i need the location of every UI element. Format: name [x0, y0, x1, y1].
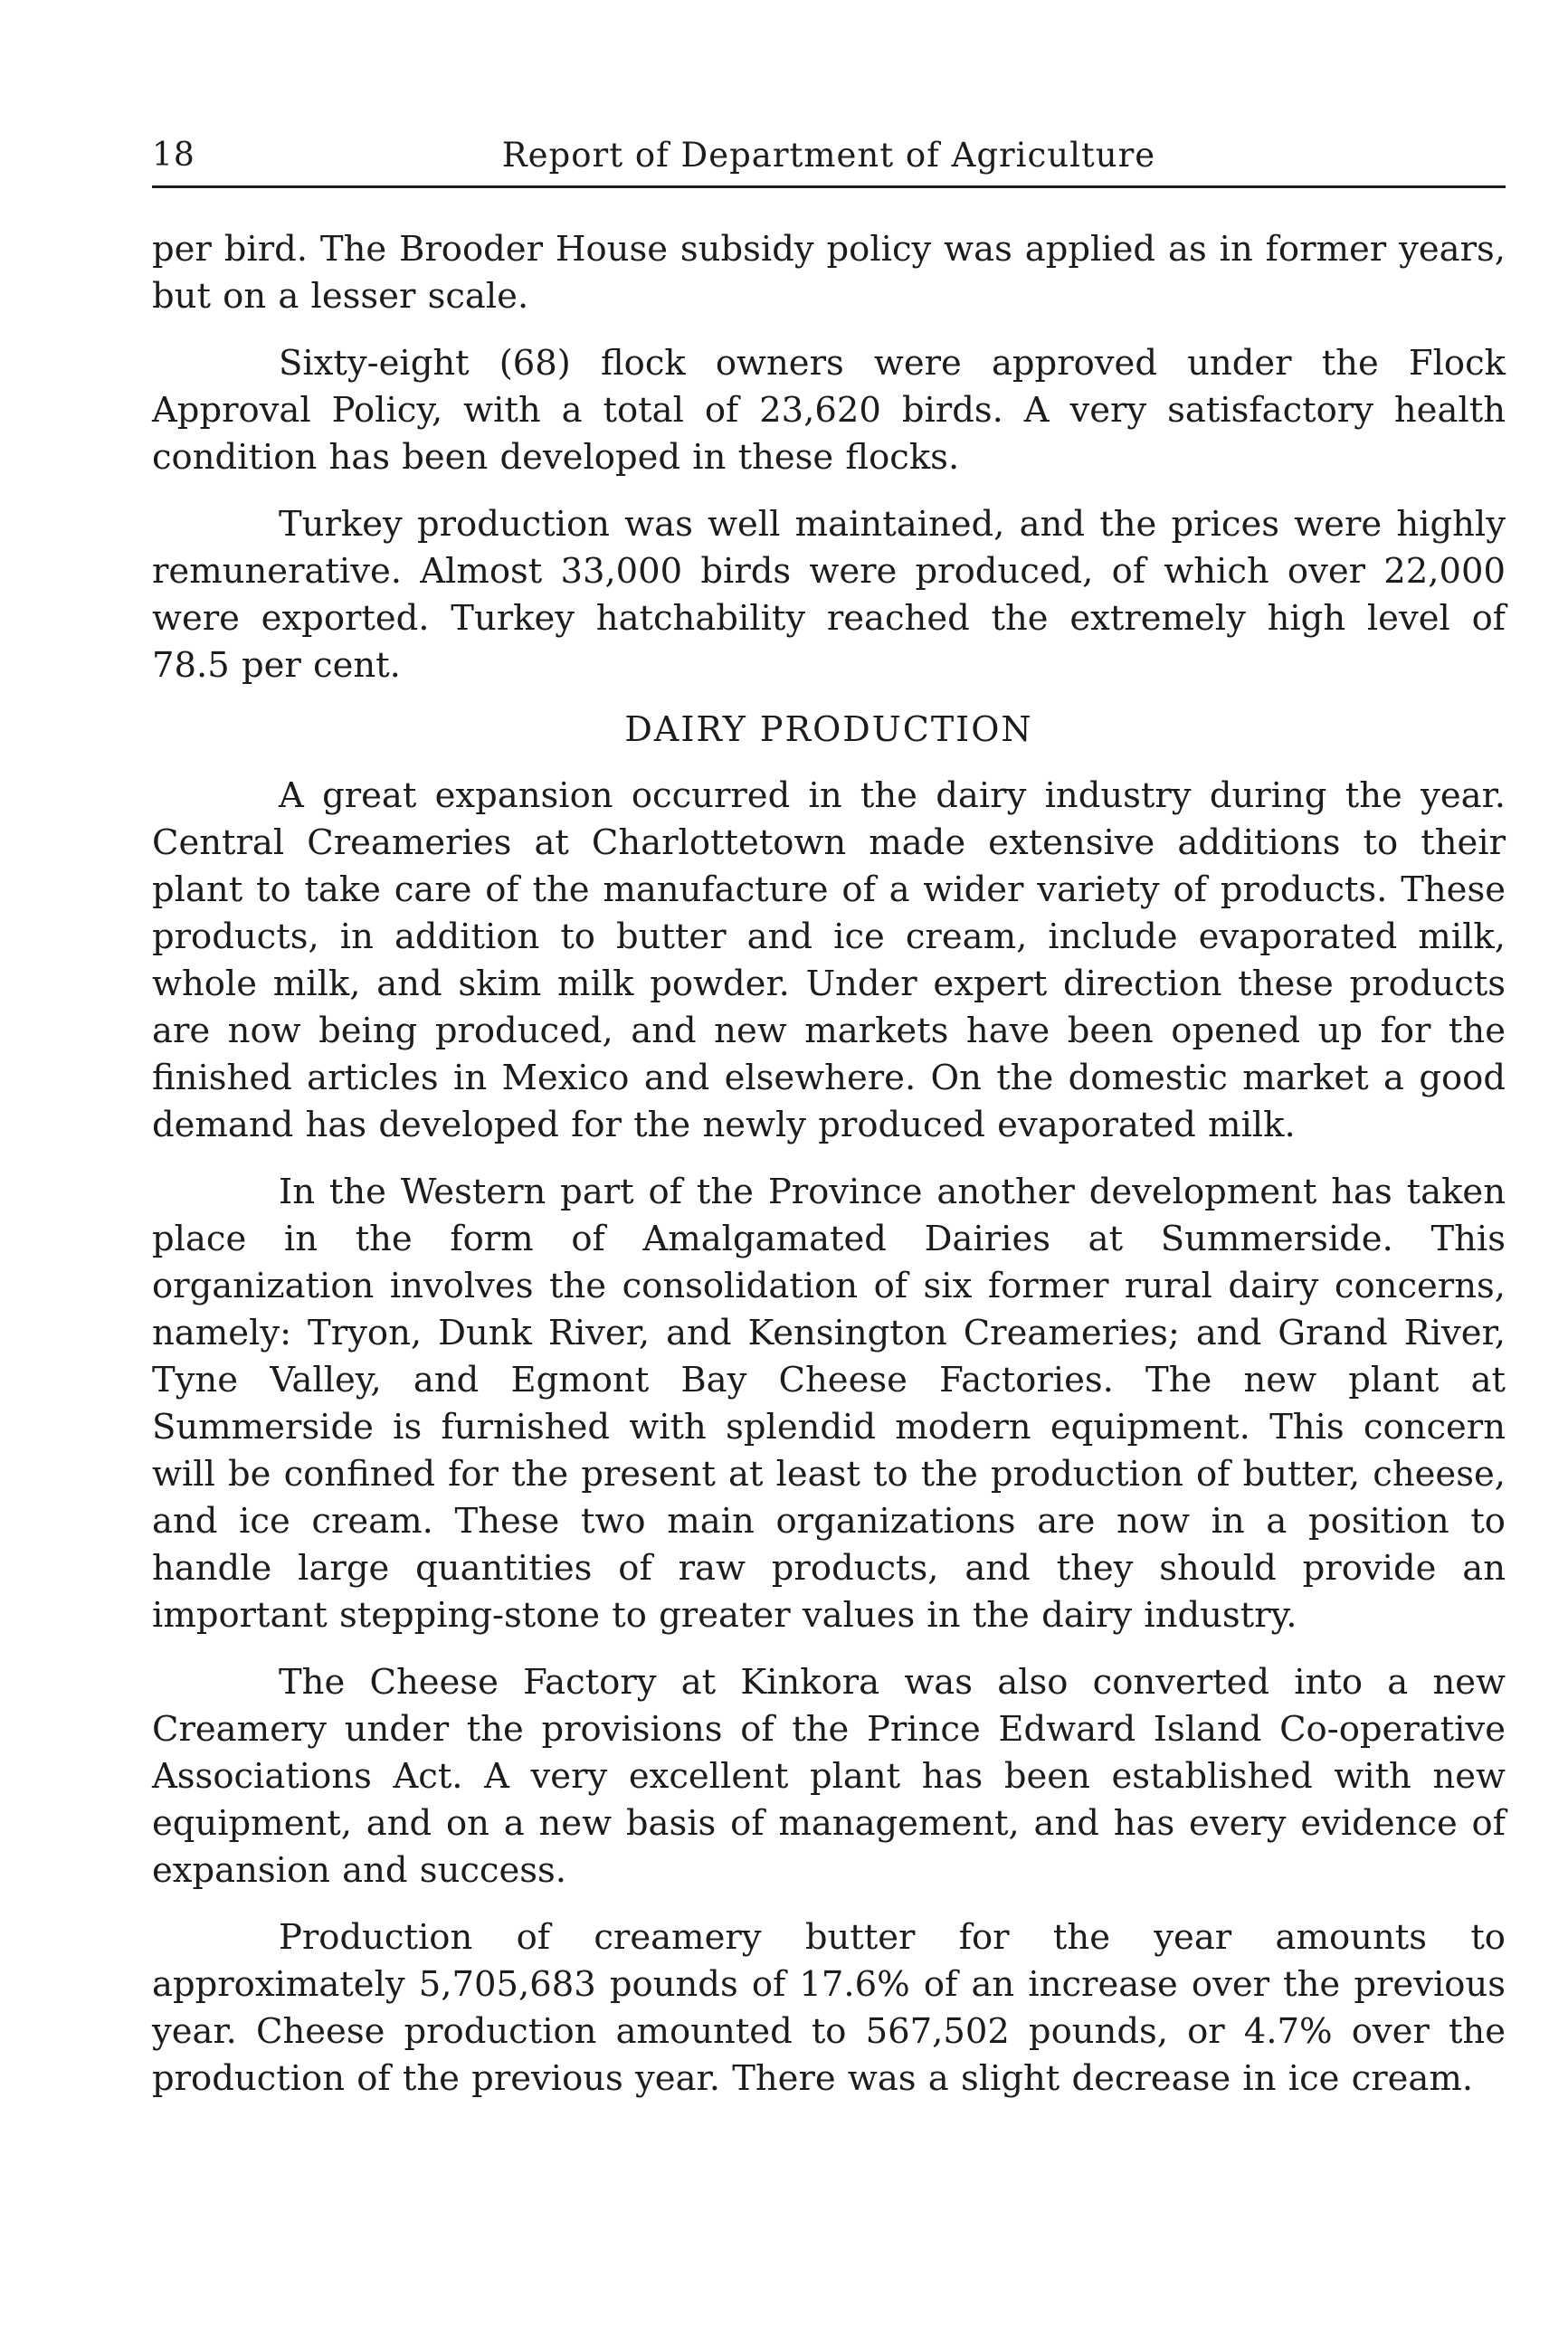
paragraph-central-creameries: A great expansion occurred in the dairy industry during the year. Central Creameries at Charlottetown made extensive additions to their plant to take care of the manufacture of a wider variety of products. These products, in addition to butter and ice cream, include evaporated milk, whole milk, and skim milk powder. Under expert direction these products are now being produced, and new markets have been opened up for the finished articles in Mexico and elsewhere. On the domestic market a good demand has developed for the newly produced evaporated milk.: [152, 775, 1506, 1145]
paragraph-flock-approval: Sixty-eight (68) flock owners were approved under the Flock Approval Policy, with a total of 23,620 birds. A very satisfactory health condition has been developed in these flocks.: [152, 343, 1506, 478]
running-header: [152, 128, 1506, 183]
body-text: [152, 226, 1506, 2103]
section-heading: DAIRY PRODUCTION: [624, 709, 1033, 749]
paragraph-turkey-production: Turkey production was well maintained, and the prices were highly remunerative. Almost 33,000 birds were produced, of which over 22,000 were exported. Turkey hatchability reached the extremely high level of 78.5 per cent.: [152, 504, 1506, 686]
page-number: 18: [152, 137, 195, 174]
paragraph-kinkora-creamery: The Cheese Factory at Kinkora was also converted into a new Creamery under the provisions of the Prince Edward Island Co-operative Associations Act. A very excellent plant has been established with new equipment, and on a new basis of management, and has every evidence of expansion and success.: [152, 1662, 1506, 1891]
paragraph-continued: per bird. The Brooder House subsidy policy was applied as in former years, but on a lesser scale.: [152, 229, 1506, 317]
header-title: Report of Department of Agriculture: [501, 136, 1156, 175]
paragraph-production-figures: Production of creamery butter for the year amounts to approximately 5,705,683 pounds of 17.6% of an increase over the previous year. Cheese production amounted to 567,502 pounds, or 4.7% over the production of the previous year. There was a slight decrease in ice cream.: [152, 1917, 1506, 2099]
paragraph-amalgamated-dairies: In the Western part of the Province another development has taken place in the form of Amalgamated Dairies at Summerside. This organization involves the consolidation of six former rural dairy concerns, namely: Tryon, Dunk River, and Kensington Creameries; and Grand River, Tyne Valley, and Egmont Bay Cheese Factories. The new plant at Summerside is furnished with splendid modern equipment. This concern will be confined for the present at least to the production of butter, cheese, and ice cream. These two main organizations are now in a position to handle large quantities of raw products, and they should provide an important stepping-stone to greater values in the dairy industry.: [152, 1172, 1506, 1636]
header-rule: [152, 185, 1506, 188]
